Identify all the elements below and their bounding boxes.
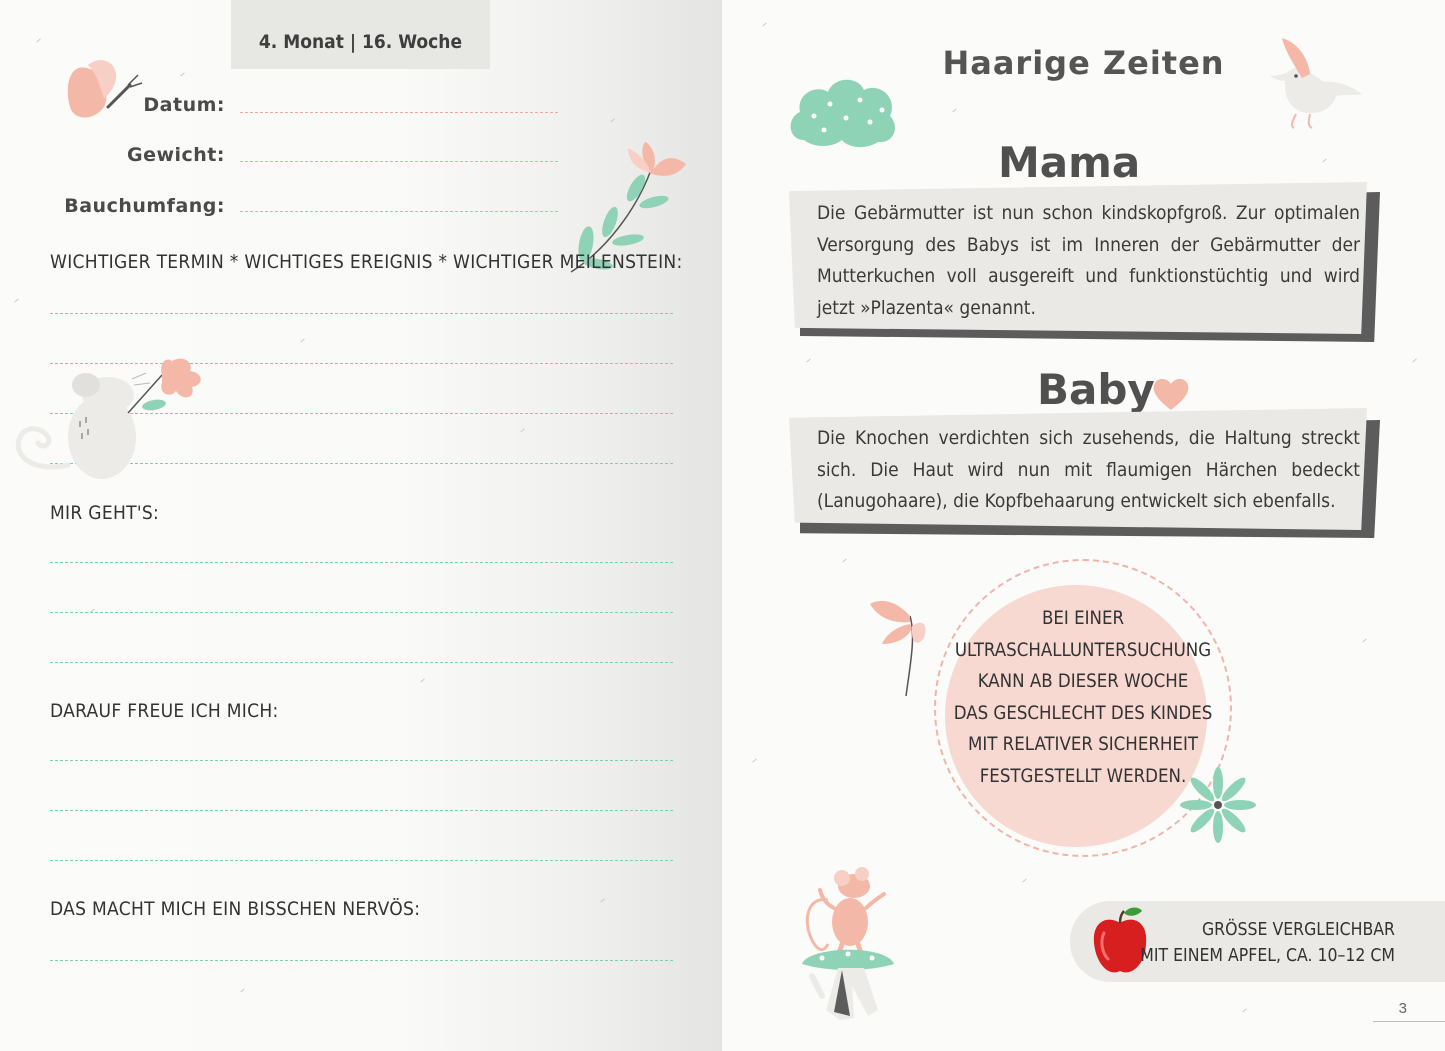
write-line[interactable]	[50, 662, 673, 663]
baby-heading: Baby	[1037, 365, 1155, 414]
butterfly-icon	[60, 55, 150, 130]
heart-icon	[1152, 376, 1190, 412]
week-tab	[231, 0, 490, 69]
flower-star-icon	[1180, 767, 1256, 843]
write-line[interactable]	[50, 810, 673, 811]
feeling-label: MIR GEHT'S:	[50, 502, 160, 524]
write-line[interactable]	[50, 313, 673, 314]
mama-heading: Mama	[998, 138, 1141, 187]
left-page	[0, 0, 722, 1051]
bird-icon	[1262, 38, 1366, 132]
size-compare-line2: MIT EINEM APFEL, CA. 10–12 CM	[1140, 946, 1395, 966]
date-label: Datum:	[143, 94, 225, 116]
mama-text: Die Gebärmutter ist nun schon kindskopfgroß. Zur optimalen Versorgung des Babys ist im Inneren der Gebärmutter der Mutterkuchen voll ausgereift und funktionstüchtig und wird jetzt »Plazenta« genannt.	[817, 202, 1360, 319]
looking-forward-label: DARAUF FREUE ICH MICH:	[50, 700, 279, 722]
write-line[interactable]	[50, 760, 673, 761]
page-number: 3	[1398, 1000, 1407, 1017]
page-title: Haarige Zeiten	[942, 44, 1225, 82]
milestone-label: WICHTIGER TERMIN * WICHTIGES EREIGNIS * WICHTIGER MEILENSTEIN:	[50, 251, 683, 273]
mouse-on-mushroom-icon	[798, 860, 898, 1020]
write-line[interactable]	[50, 562, 673, 563]
date-line[interactable]	[240, 112, 558, 113]
belly-line[interactable]	[240, 211, 558, 212]
mouse-with-flower-icon	[12, 355, 212, 485]
nervous-label: DAS MACHT MICH EIN BISSCHEN NERVÖS:	[50, 898, 421, 920]
week-tab-label: 4. Monat | 16. Woche	[258, 31, 463, 53]
belly-label: Bauchumfang:	[64, 195, 225, 217]
size-compare-line1: GRÖSSE VERGLEICHBAR	[1201, 920, 1395, 940]
size-compare-text	[1140, 917, 1395, 969]
weight-label: Gewicht:	[126, 144, 225, 166]
baby-text: Die Knochen verdichten sich zusehends, die Haltung streckt sich. Die Haut wird nun mit flaumigen Härchen bedeckt (Lanugohaare), die Kopfbehaarung entwickelt sich ebenfalls.	[817, 427, 1360, 512]
page-number-rule	[1373, 1021, 1445, 1022]
weight-line[interactable]	[240, 161, 558, 162]
write-line[interactable]	[50, 960, 673, 961]
write-line[interactable]	[50, 612, 673, 613]
write-line[interactable]	[50, 860, 673, 861]
cloud-icon	[786, 76, 900, 150]
note-circle-text: BEI EINER ULTRASCHALLUNTERSUCHUNG KANN AB DIESER WOCHE DAS GESCHLECHT DES KINDES MIT RELATIVER SICHERHEIT FESTGESTELLT WERDEN.	[953, 608, 1213, 787]
leaf-icon	[866, 596, 930, 700]
